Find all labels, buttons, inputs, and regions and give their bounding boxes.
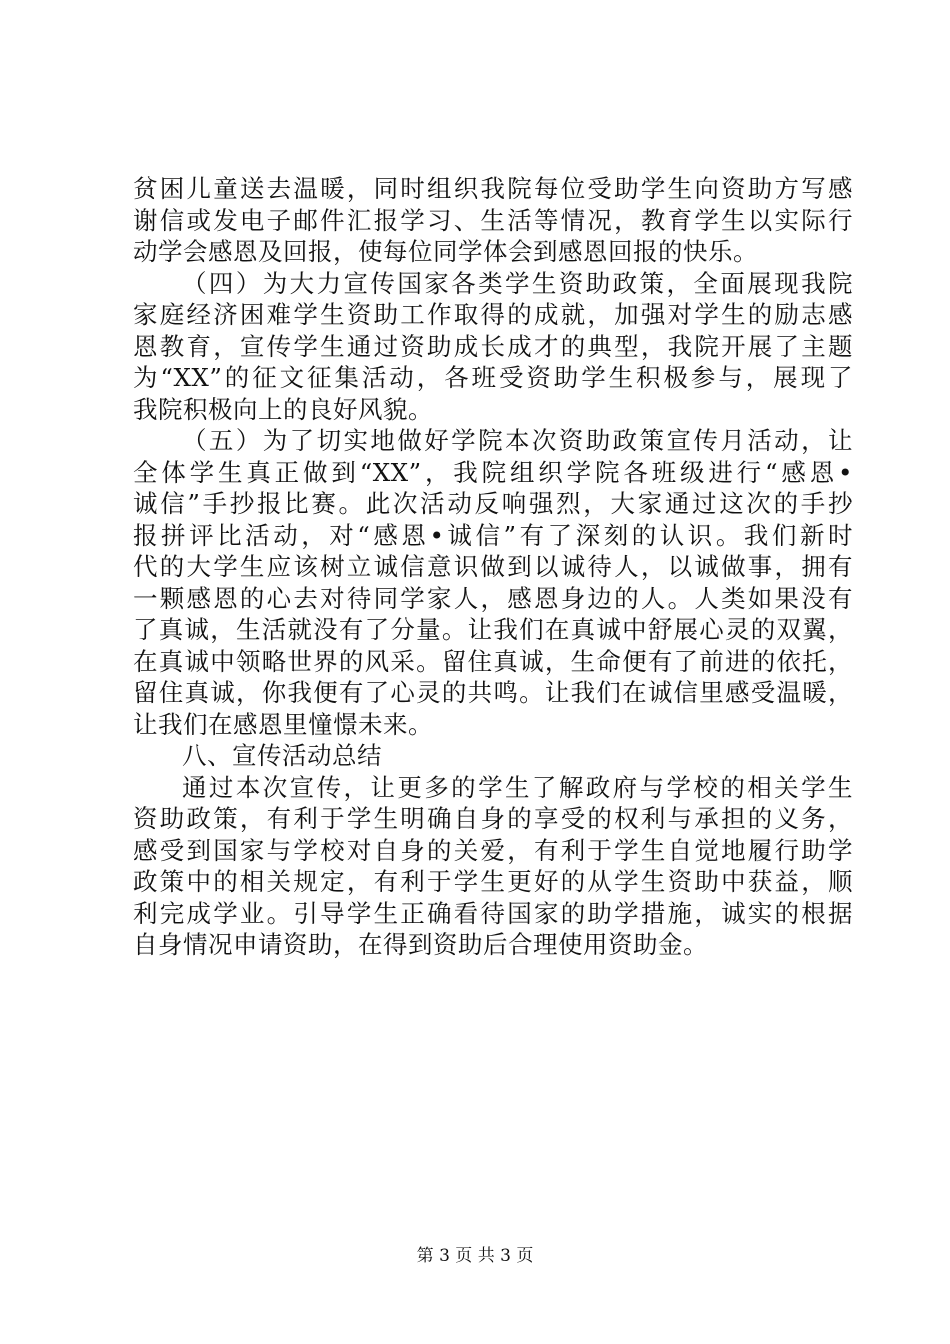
text-line: 恩教育，宣传学生通过资助成长成才的典型，我院开展了主题	[133, 331, 853, 361]
text-line: 贫困儿童送去温暖，同时组织我院每位受助学生向资助方写感	[133, 174, 853, 203]
text-line: （四）为大力宣传国家各类学生资助政策，全面展现我院	[182, 268, 853, 298]
text-line: 动学会感恩及回报，使每位同学体会到感恩回报的快乐。	[133, 237, 758, 266]
text-line: 让我们在感恩里憧憬未来。	[133, 709, 433, 739]
text-line: 感受到国家与学校对自身的关爱，有利于学生自觉地履行助学	[133, 835, 853, 865]
text-line: 代的大学生应该树立诚信意识做到以诚待人，以诚做事，拥有	[133, 552, 853, 581]
text-line: 一颗感恩的心去对待同学家人，感恩身边的人。人类如果没有	[133, 583, 853, 613]
text-line: 家庭经济困难学生资助工作取得的成就，加强对学生的励志感	[133, 300, 853, 329]
text-line: 在真诚中领略世界的风采。留住真诚，生命便有了前进的依托，	[133, 646, 853, 676]
document-body	[133, 173, 853, 961]
text-line: 资助政策，有利于学生明确自身的享受的权利与承担的义务，	[133, 804, 853, 833]
text-line: 政策中的相关规定，有利于学生更好的从学生资助中获益，顺	[133, 867, 853, 896]
text-line: 自身情况申请资助，在得到资助后合理使用资助金。	[133, 930, 708, 959]
section-heading: 八、宣传活动总结	[182, 741, 382, 770]
text-line: 了真诚，生活就没有了分量。让我们在真诚中舒展心灵的双翼，	[133, 615, 853, 644]
text-line: （五）为了切实地做好学院本次资助政策宣传月活动，让	[182, 426, 853, 455]
text-line: 为“XX”的征文征集活动，各班受资助学生积极参与，展现了	[133, 363, 853, 392]
text-line: 谢信或发电子邮件汇报学习、生活等情况，教育学生以实际行	[133, 205, 853, 235]
text-line: 我院积极向上的良好风貌。	[133, 394, 433, 424]
text-line: 报拼评比活动，对“感恩•诚信”有了深刻的认识。我们新时	[133, 520, 853, 550]
text-line: 留住真诚，你我便有了心灵的共鸣。让我们在诚信里感受温暖，	[133, 678, 853, 707]
text-line: 通过本次宣传，让更多的学生了解政府与学校的相关学生	[182, 772, 853, 802]
text-line: 利完成学业。引导学生正确看待国家的助学措施，诚实的根据	[133, 898, 853, 928]
page-number-footer: 第 3 页 共 3 页	[416, 1246, 534, 1266]
text-line: 诚信”手抄报比赛。此次活动反响强烈，大家通过这次的手抄	[133, 489, 853, 518]
text-line: 全体学生真正做到“XX”，我院组织学院各班级进行“感恩•	[133, 457, 853, 487]
